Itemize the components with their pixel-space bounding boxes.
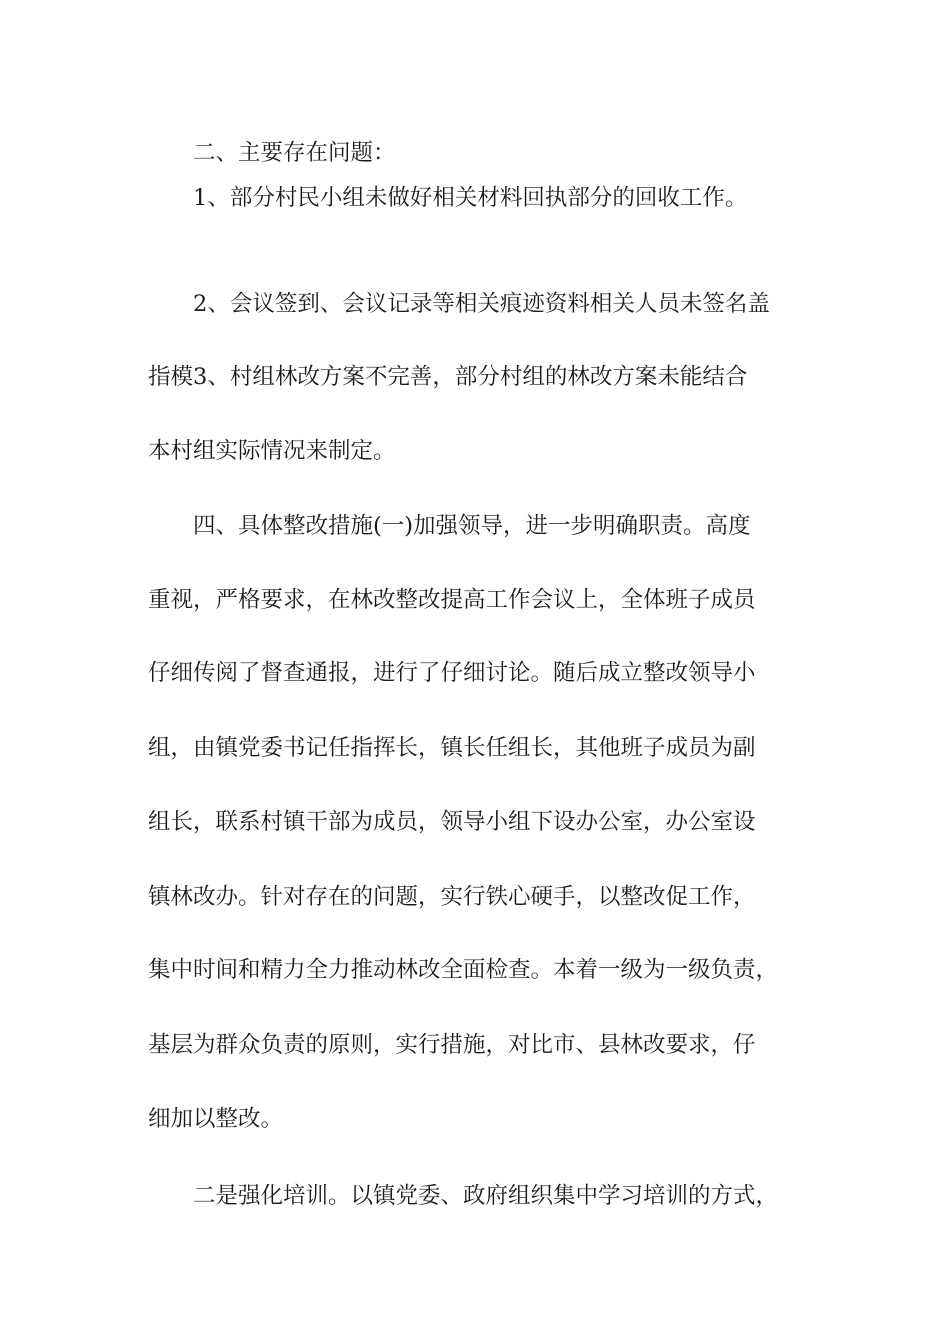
paragraph-line: 指模3、村组林改方案不完善，部分村组的林改方案未能结合 (148, 364, 748, 390)
paragraph-line: 本村组实际情况来制定。 (148, 438, 396, 464)
paragraph-line: 二是强化培训。以镇党委、政府组织集中学习培训的方式， (193, 1183, 779, 1209)
paragraph-line: 组，由镇党委书记任指挥长，镇长任组长，其他班子成员为副 (148, 735, 756, 761)
paragraph-line: 组长，联系村镇干部为成员，领导小组下设办公室，办公室设 (148, 809, 756, 835)
section-heading-problems: 二、主要存在问题： (193, 140, 396, 166)
paragraph-line: 重视，严格要求，在林改整改提高工作会议上，全体班子成员 (148, 587, 756, 613)
paragraph-line: 镇林改办。针对存在的问题，实行铁心硬手，以整改促工作， (148, 884, 756, 910)
paragraph-line: 基层为群众负责的原则，实行措施，对比市、县林改要求，仔 (148, 1032, 756, 1058)
paragraph-line: 1、部分村民小组未做好相关材料回执部分的回收工作。 (193, 185, 748, 211)
paragraph-line: 2、会议签到、会议记录等相关痕迹资料相关人员未签名盖 (193, 291, 770, 317)
paragraph-line: 细加以整改。 (148, 1106, 284, 1132)
section-heading-measures: 四、具体整改措施(一)加强领导，进一步明确职责。高度 (193, 513, 751, 539)
paragraph-line: 仔细传阅了督查通报，进行了仔细讨论。随后成立整改领导小 (148, 660, 756, 686)
paragraph-line: 集中时间和精力全力推动林改全面检查。本着一级为一级负责， (148, 957, 779, 983)
